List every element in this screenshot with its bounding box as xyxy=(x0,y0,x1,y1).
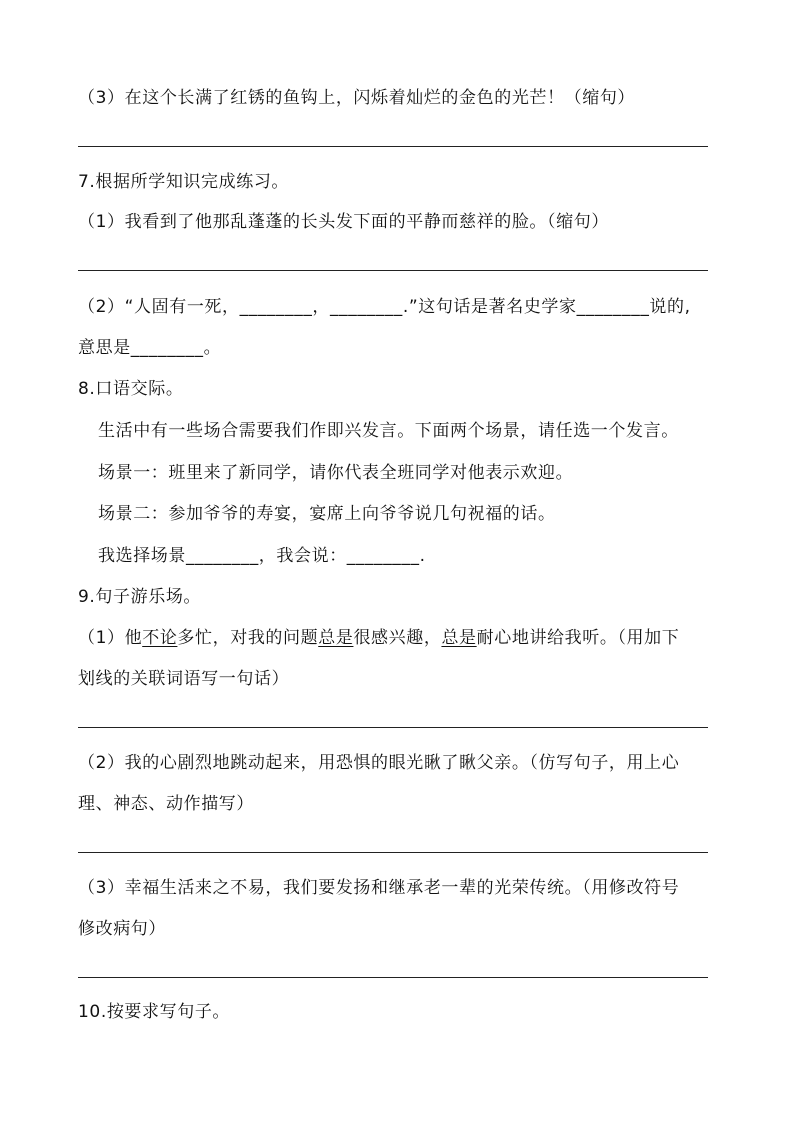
q7-sub2-line2: 意思是________。 xyxy=(78,338,222,358)
underlined-conjunction: 总是 xyxy=(318,628,354,648)
underlined-conjunction: 不论 xyxy=(142,628,178,648)
q8-answer-prompt: 我选择场景________，我会说：________. xyxy=(98,546,426,566)
q9-sub1-line1 xyxy=(78,626,679,650)
q6-sub3-text: （3）在这个长满了红锈的鱼钩上，闪烁着灿烂的金色的光芒！（缩句） xyxy=(78,88,636,108)
answer-line xyxy=(78,727,708,728)
answer-line xyxy=(78,270,708,271)
q10-title: 10.按要求写句子。 xyxy=(78,1002,231,1022)
q9-sub3-line1: （3）幸福生活来之不易，我们要发扬和继承老一辈的光荣传统。（用修改符号 xyxy=(78,878,680,898)
q9-sub1-line2: 划线的关联词语写一句话） xyxy=(78,669,290,689)
q8-scene1: 场景一：班里来了新同学，请你代表全班同学对他表示欢迎。 xyxy=(98,463,574,483)
q8-intro: 生活中有一些场合需要我们作即兴发言。下面两个场景，请任选一个发言。 xyxy=(98,421,679,441)
q7-sub1-text: （1）我看到了他那乱蓬蓬的长头发下面的平静而慈祥的脸。（缩句） xyxy=(78,212,609,232)
q9-sub1-text: 很感兴趣， xyxy=(353,628,442,648)
q8-scene2: 场景二：参加爷爷的寿宴，宴席上向爷爷说几句祝福的话。 xyxy=(98,504,556,524)
underlined-conjunction: 总是 xyxy=(441,628,477,648)
answer-line xyxy=(78,852,708,853)
q9-sub2-line1: （2）我的心剧烈地跳动起来，用恐惧的眼光瞅了瞅父亲。（仿写句子，用上心 xyxy=(78,753,680,773)
answer-line xyxy=(78,977,708,978)
q8-title: 8.口语交际。 xyxy=(78,379,184,399)
q9-sub2-line2: 理、神态、动作描写） xyxy=(78,794,254,814)
q7-sub2-line1: （2）“人固有一死，________，________.”这句话是著名史学家________说的, xyxy=(78,297,691,317)
q9-sub1-text: 耐心地讲给我听。（用加下 xyxy=(476,628,680,648)
q9-sub3-line2: 修改病句） xyxy=(78,919,166,939)
q9-sub1-text: （1）他 xyxy=(78,628,143,648)
answer-line xyxy=(78,146,708,147)
q7-title: 7.根据所学知识完成练习。 xyxy=(78,172,290,192)
q9-sub1-text: 多忙，对我的问题 xyxy=(177,628,319,648)
q9-title: 9.句子游乐场。 xyxy=(78,587,202,607)
